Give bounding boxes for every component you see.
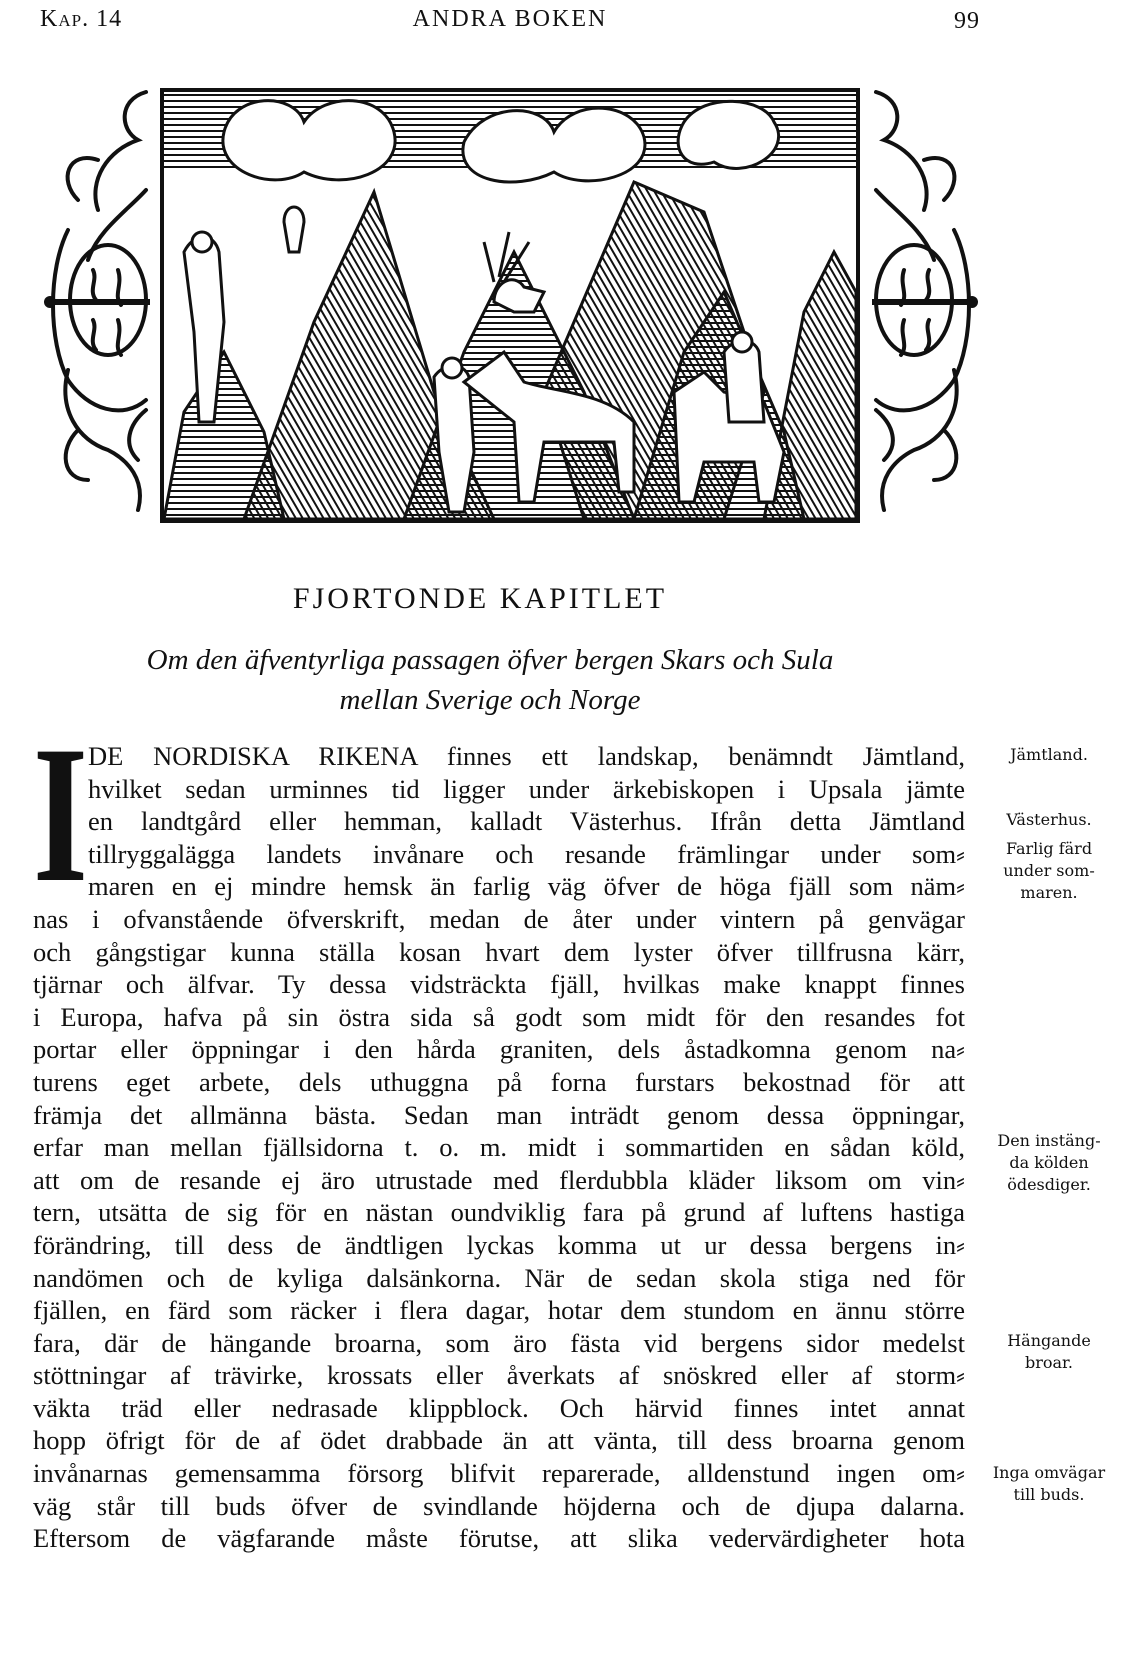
margin-note bbox=[960, 1330, 1138, 1374]
margin-note-line: Jämtland. bbox=[1010, 745, 1088, 764]
text-line: turens eget arbete, dels uthuggna på forna furstars bekostnad för att bbox=[33, 1066, 965, 1097]
text-line: hvilket sedan urminnes tid ligger under ärkebiskopen i Upsala jämte bbox=[88, 773, 965, 804]
text-line: att om de resande ej äro utrustade med flerdubbla kläder liksom om vin⸗ bbox=[33, 1164, 965, 1195]
text-line: tillryggalägga landets invånare och resande främlingar under som⸗ bbox=[88, 838, 965, 869]
text-line: Eftersom de vägfarande måste förutse, att slika vedervärdigheter hota bbox=[33, 1523, 965, 1554]
margin-note-line: under som- bbox=[1003, 861, 1095, 880]
margin-note-line: till buds. bbox=[1013, 1485, 1085, 1504]
right-ornament-icon bbox=[866, 80, 994, 530]
text-line: tern, utsätta de sig för en nästan oundviklig fara på grund af luftens hastiga bbox=[33, 1197, 965, 1228]
text-line: väg står till buds öfver de svindlande höjderna och de djupa dalarna. bbox=[33, 1490, 965, 1521]
text-line: portar eller öppningar i den hårda graniten, dels åstadkomna genom na⸗ bbox=[33, 1034, 965, 1065]
margin-note bbox=[960, 1130, 1138, 1196]
running-head bbox=[40, 6, 980, 46]
subtitle-line: Om den äfventyrliga passagen öfver bergen Skars och Sula bbox=[146, 644, 834, 676]
subtitle-line: mellan Sverige och Norge bbox=[339, 684, 641, 716]
margin-note-line: Hängande bbox=[1007, 1331, 1091, 1350]
margin-note-line: ödesdiger. bbox=[1007, 1175, 1091, 1194]
drop-cap: I bbox=[33, 706, 88, 923]
text-line: väkta träd eller nedrasade klippblock. Och härvid finnes intet annat bbox=[33, 1392, 965, 1423]
text-line: DE NORDISKA RIKENA finnes ett landskap, benämndt Jämtland, bbox=[88, 741, 965, 771]
body-text bbox=[33, 706, 965, 1555]
text-line: främja det allmänna bästa. Sedan man inträdt genom dessa öppningar, bbox=[33, 1099, 965, 1130]
text-line: hopp öfrigt för de af ödet drabbade än att vänta, till dess broarna genom bbox=[33, 1425, 965, 1456]
margin-note-line: maren. bbox=[1020, 883, 1078, 902]
margin-note-line: Farlig färd bbox=[1005, 839, 1093, 858]
chapter-heading: FJORTONDE KAPITLET bbox=[292, 582, 668, 615]
text-line: och gångstigar kunna ställa kosan hvart dem lyster öfver tillfrusna kärr, bbox=[33, 936, 965, 967]
woodcut-illustration bbox=[28, 80, 993, 530]
margin-note bbox=[960, 838, 1138, 904]
text-line: nandömen och de kyliga dalsänkorna. När de sedan skola stiga ned för bbox=[33, 1262, 965, 1293]
book-title: ANDRA BOKEN bbox=[412, 6, 608, 32]
left-ornament-icon bbox=[28, 80, 156, 530]
margin-note-line: Inga omvägar bbox=[992, 1463, 1106, 1482]
text-line: en landtgård eller hemman, kalladt Västerhus. Ifrån detta Jämtland bbox=[88, 806, 965, 837]
text-line: fara, där de hängande broarna, som äro fästa vid bergens sidor medelst bbox=[33, 1327, 965, 1358]
text-line: maren en ej mindre hemsk än farlig väg öfver de höga fjäll som näm⸗ bbox=[88, 871, 965, 902]
mountain-scene-icon bbox=[164, 92, 856, 519]
margin-note-line: da kölden bbox=[1009, 1153, 1089, 1172]
text-line: tjärnar och älfvar. Ty dessa vidsträckta fjäll, hvilkas make knappt finnes bbox=[33, 969, 965, 1000]
margin-note-line: broar. bbox=[1024, 1353, 1074, 1372]
woodcut-scene bbox=[160, 88, 860, 523]
text-line: erfar man mellan fjällsidorna t. o. m. midt i sommartiden en sådan köld, bbox=[33, 1132, 965, 1163]
text-line: i Europa, hafva på sin östra sida så godt som midt för den resandes fot bbox=[33, 1001, 965, 1032]
margin-note bbox=[960, 1462, 1138, 1506]
margin-note-line: Den instäng- bbox=[997, 1131, 1101, 1150]
margin-note bbox=[960, 744, 1138, 766]
text-line: nas i ofvanstående öfverskrift, medan de åter under vintern på genvägar bbox=[33, 903, 965, 934]
chapter-subtitle bbox=[40, 640, 940, 720]
text-line: förändring, till dess de ändtligen lyckas komma ut ur dessa bergens in⸗ bbox=[33, 1229, 965, 1260]
text-line: invånarnas gemensamma försorg blifvit reparerade, alldenstund ingen om⸗ bbox=[33, 1458, 965, 1489]
text-line: fjällen, en färd som räcker i flera dagar, hotar dem stundom en ännu större bbox=[33, 1295, 965, 1326]
margin-note-line: Västerhus. bbox=[1006, 810, 1092, 829]
text-line: stöttningar af trävirke, krossats eller åverkats af snöskred eller af storm⸗ bbox=[33, 1360, 965, 1391]
chapter-number: Kap. 14 bbox=[40, 6, 123, 32]
page-number: 99 bbox=[954, 8, 980, 34]
margin-note bbox=[960, 809, 1138, 831]
